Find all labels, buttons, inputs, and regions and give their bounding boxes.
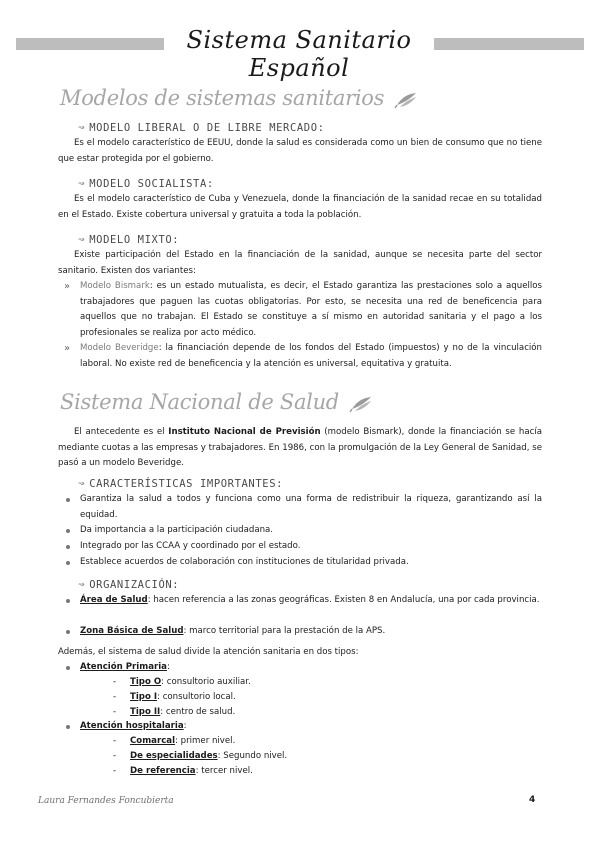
subheading-text: CARACTERÍSTICAS IMPORTANTES: bbox=[89, 478, 284, 490]
sub-item-text: : consultorio auxiliar. bbox=[161, 677, 251, 687]
list-item bbox=[80, 539, 542, 555]
feather-wing-icon bbox=[349, 395, 373, 413]
curly-arrow-icon: ↝ bbox=[78, 121, 86, 134]
subheading-text: MODELO SOCIALISTA: bbox=[89, 178, 214, 190]
bullet-icon bbox=[66, 498, 70, 502]
section-heading-text: Sistema Nacional de Salud bbox=[60, 390, 339, 414]
variant-bismark bbox=[64, 279, 542, 341]
list-item-colon: : bbox=[183, 721, 187, 731]
list-item-text: Integrado por las CCAA y coordinado por el estado. bbox=[80, 541, 301, 551]
dash-icon: - bbox=[113, 692, 117, 702]
bullet-icon bbox=[66, 529, 70, 533]
list-item-term: Zona Básica de Salud bbox=[80, 626, 184, 636]
dash-icon: - bbox=[113, 677, 117, 687]
curly-arrow-icon: ↝ bbox=[78, 177, 86, 190]
list-item-term: Área de Salud bbox=[80, 595, 148, 605]
variant-beveridge bbox=[64, 341, 543, 372]
list-item-text: : marco territorial para la prestación de la APS. bbox=[183, 626, 386, 636]
paragraph-atencion-intro: Además, el sistema de salud divide la atención sanitaria en dos tipos: bbox=[58, 647, 359, 657]
variant-name: Modelo Bismark bbox=[80, 281, 150, 291]
page-title: Sistema Sanitario Español bbox=[186, 26, 412, 82]
list-item-colon: : bbox=[166, 662, 170, 672]
paragraph-mixto: Existe participación del Estado en la financiación de la sanidad, aunque se necesita parte del sector sanitario. Existen dos variantes: bbox=[58, 250, 542, 276]
dash-icon: - bbox=[113, 707, 117, 717]
list-item bbox=[80, 593, 542, 609]
section-heading-modelos bbox=[60, 86, 418, 110]
subheading-mixto bbox=[78, 233, 179, 246]
intro-text: (modelo Bismark), donde la financiación se hacía mediante cuotas a las empresas y trabajadores. En 1986, con la promulgación de la Ley General de Sanidad, se pasó a un modelo Beveridge. bbox=[58, 427, 542, 468]
sub-item-term: Tipo O bbox=[130, 677, 162, 687]
title-rule-left bbox=[16, 38, 164, 50]
variant-text: : es un estado mutualista, es decir, el Estado garantiza las prestaciones solo a aquellos trabajadores que paguen las cuotas obligatorias. Por esto, se necesita una red de beneficencia para aquellos que no trabajan. El Estado se constituye a sí mismo en autoridad sanitaria y el pago a los profesionales se realiza por acto médico. bbox=[80, 281, 542, 338]
list-item-atencion-hospitalaria bbox=[80, 719, 542, 735]
paragraph-socialista: Es el modelo característico de Cuba y Venezuela, donde la financiación de la sanidad recae en su totalidad en el Estado. Existe cobertura universal y gratuita a toda la población. bbox=[58, 194, 542, 220]
section-heading-text: Modelos de sistemas sanitarios bbox=[60, 86, 385, 110]
curly-arrow-icon: ↝ bbox=[78, 233, 86, 246]
list-item-text: Establece acuerdos de colaboración con instituciones de titularidad privada. bbox=[80, 557, 409, 567]
intro-bold: Instituto Nacional de Previsión bbox=[168, 427, 321, 437]
list-item-term: Atención Primaria bbox=[80, 662, 167, 672]
sub-item-term: Tipo I bbox=[130, 692, 158, 702]
curly-arrow-icon: ↝ bbox=[78, 578, 86, 591]
dash-icon: - bbox=[113, 751, 117, 761]
dash-icon: - bbox=[113, 766, 117, 776]
sub-list-item bbox=[113, 764, 253, 780]
sub-item-text: : Segundo nivel. bbox=[217, 751, 288, 761]
subheading-liberal bbox=[78, 121, 325, 134]
bullet-icon bbox=[66, 666, 70, 670]
feather-wing-icon bbox=[394, 91, 418, 109]
list-item-text: : hacen referencia a las zonas geográficas. Existen 8 en Andalucía, una por cada provincia. bbox=[147, 595, 540, 605]
sub-item-text: : primer nivel. bbox=[175, 736, 236, 746]
list-item-term: Atención hospitalaria bbox=[80, 721, 184, 731]
curly-arrow-icon: ↝ bbox=[78, 477, 86, 490]
list-item-text: Da importancia a la participación ciudadana. bbox=[80, 525, 274, 535]
footer-author: Laura Fernandes Foncubierta bbox=[38, 796, 174, 806]
paragraph-liberal: Es el modelo característico de EEUU, donde la salud es considerada como un bien de consumo que no tiene que estar protegida por el gobierno. bbox=[58, 138, 542, 164]
bullet-icon bbox=[66, 545, 70, 549]
page-number: 4 bbox=[529, 795, 536, 805]
sub-list-item bbox=[113, 734, 236, 750]
subheading-text: ORGANIZACIÓN: bbox=[89, 579, 180, 591]
double-chevron-icon: » bbox=[64, 281, 71, 292]
dash-icon: - bbox=[113, 736, 117, 746]
sub-list-item bbox=[113, 690, 236, 706]
list-item bbox=[80, 624, 542, 640]
subheading-text: MODELO MIXTO: bbox=[89, 234, 180, 246]
sub-list-item bbox=[113, 749, 288, 765]
list-item bbox=[80, 555, 542, 571]
paragraph-sns-intro bbox=[58, 425, 542, 472]
title-bar bbox=[0, 26, 600, 82]
sub-item-term: Tipo II bbox=[130, 707, 161, 717]
subheading-text: MODELO LIBERAL O DE LIBRE MERCADO: bbox=[89, 122, 325, 134]
list-item bbox=[80, 523, 542, 539]
sub-item-term: De especialidades bbox=[130, 751, 218, 761]
list-item bbox=[80, 492, 542, 523]
sub-list-item bbox=[113, 675, 251, 691]
bullet-icon bbox=[66, 561, 70, 565]
title-rule-right bbox=[434, 38, 584, 50]
sub-item-text: : consultorio local. bbox=[157, 692, 236, 702]
sub-item-text: : centro de salud. bbox=[160, 707, 236, 717]
double-chevron-icon: » bbox=[64, 343, 71, 354]
variant-text: : la financiación depende de los fondos del Estado (impuestos) y no de la vinculación laboral. No existe red de beneficencia y la atención es universal, equitativa y gratuita. bbox=[80, 343, 543, 369]
sub-item-term: De referencia bbox=[130, 766, 196, 776]
sub-item-text: : tercer nivel. bbox=[195, 766, 253, 776]
intro-text: El antecedente es el bbox=[74, 427, 169, 437]
section-heading-sns bbox=[60, 390, 373, 414]
list-item-atencion-primaria bbox=[80, 660, 542, 676]
bullet-icon bbox=[66, 725, 70, 729]
subheading-caracteristicas bbox=[78, 477, 283, 490]
sub-item-term: Comarcal bbox=[130, 736, 176, 746]
bullet-icon bbox=[66, 599, 70, 603]
variant-name: Modelo Beveridge bbox=[80, 343, 159, 353]
subheading-socialista bbox=[78, 177, 214, 190]
list-item-text: Garantiza la salud a todos y funciona como una forma de redistribuir la riqueza, garantizando así la equidad. bbox=[80, 494, 542, 520]
bullet-icon bbox=[66, 630, 70, 634]
subheading-organizacion bbox=[78, 578, 179, 591]
